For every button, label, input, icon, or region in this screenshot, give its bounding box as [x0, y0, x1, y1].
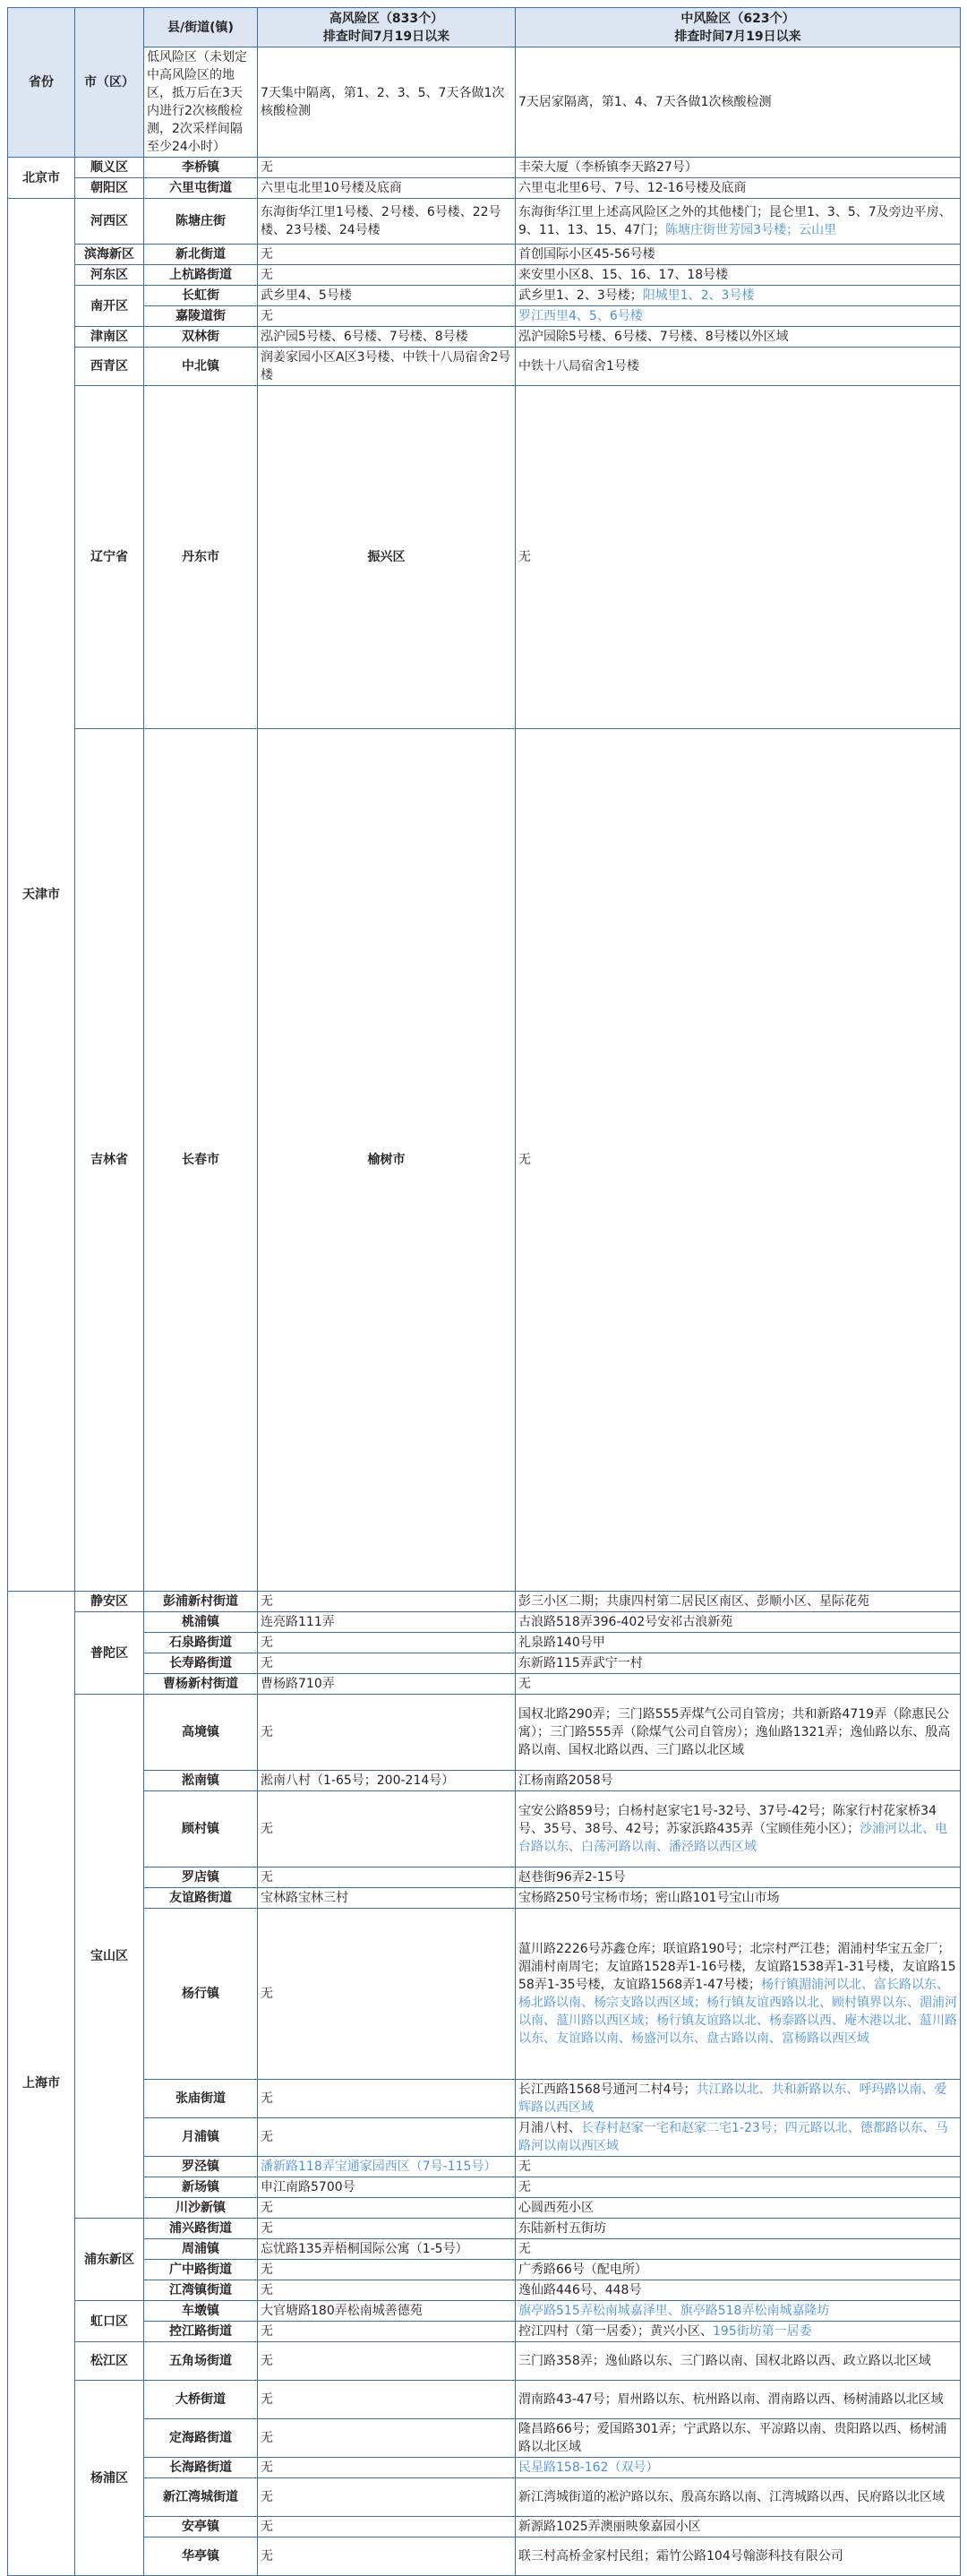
high-risk-cell: [258, 2157, 516, 2177]
county-cell: 双林街: [144, 327, 258, 348]
county-cell: 控江路街道: [144, 2322, 258, 2342]
high-risk-cell: [258, 2301, 516, 2322]
medium-risk-cell: [516, 1909, 961, 2080]
table-row: [8, 2381, 961, 2419]
high-risk-text: 淞南八村（1-65号；200-214号）: [261, 1773, 455, 1788]
medium-risk-cell: [516, 2280, 961, 2301]
medium-risk-highlight: 阳城里1、2、3号楼: [642, 288, 755, 303]
medium-risk-highlight: 共江路以北、共和新路以东、呼玛路以南、爱辉路以西区域: [518, 2082, 947, 2115]
high-risk-cell: [258, 2458, 516, 2478]
low-risk-description: 低风险区（未划定中高风险区的地区，抵万后在3天内进行2次核酸检测，2次采样间隔至少24小时）: [144, 47, 258, 158]
header-county: 县/街道(镇): [144, 8, 258, 47]
high-risk-text: 无: [261, 1822, 273, 1836]
medium-risk-text: 月浦八村、: [518, 2121, 581, 2135]
table-row: [8, 286, 961, 306]
medium-risk-cell: [516, 158, 961, 178]
county-cell: 嘉陵道街: [144, 306, 258, 327]
county-cell: 新北街道: [144, 245, 258, 265]
high-risk-text: 东海街华江里1号楼、2号楼、6号楼、22号楼、23号楼、24号楼: [261, 205, 501, 237]
medium-risk-text: 渭南路43-47号；眉州路以东、杭州路以南、渭南路以西、杨树浦路以北区域: [518, 2392, 944, 2407]
county-cell: 长虹街: [144, 286, 258, 306]
medium-risk-cell: [516, 2342, 961, 2381]
medium-risk-highlight: 民星路158-162（双号）: [518, 2460, 659, 2475]
table-row: [8, 199, 961, 245]
table-row: [8, 1592, 961, 1612]
table-row: [8, 327, 961, 348]
table-row: [8, 348, 961, 386]
high-risk-text: 无: [261, 2549, 273, 2563]
county-cell: 石泉路街道: [144, 1633, 258, 1653]
medium-risk-highlight: 旗亭路515弄松南城嘉泽里、旗亭路518弄松南城嘉隆坊: [518, 2304, 830, 2318]
table-row: [8, 2080, 961, 2118]
county-cell: 长海路街道: [144, 2458, 258, 2478]
county-cell: 张庙街道: [144, 2080, 258, 2118]
high-risk-cell: [258, 265, 516, 286]
county-cell: 车墩镇: [144, 2301, 258, 2322]
high-risk-text: 无: [261, 1636, 273, 1650]
table-row: [8, 178, 961, 199]
county-cell: 定海路街道: [144, 2419, 258, 2458]
medium-risk-cell: [516, 1592, 961, 1612]
medium-risk-text: 逸仙路446号、448号: [518, 2283, 642, 2297]
high-risk-cell: [516, 386, 961, 729]
county-cell: 友谊路街道: [144, 1888, 258, 1909]
medium-risk-text: 无: [518, 1677, 531, 1691]
medium-risk-cell: [516, 1695, 961, 1771]
county-cell: 淞南镇: [144, 1771, 258, 1791]
medium-risk-cell: [516, 2157, 961, 2177]
medium-risk-description: 7天居家隔离，第1、4、7天各做1次核酸检测: [516, 47, 961, 158]
medium-risk-text: 心圆西苑小区: [518, 2201, 594, 2215]
high-risk-text: 无: [261, 2091, 273, 2106]
table-row: [8, 1771, 961, 1791]
medium-risk-text: 三门路358弄；逸仙路以东、三门路以南、国权北路以西、政立路以北区域: [518, 2354, 931, 2368]
table-row: [8, 2118, 961, 2157]
medium-risk-cell: [516, 306, 961, 327]
medium-risk-cell: [516, 2080, 961, 2118]
table-row: [8, 1674, 961, 1695]
city-cell: 宝山区: [75, 1695, 144, 2219]
county-cell: 五角场街道: [144, 2342, 258, 2381]
high-risk-cell: [258, 2517, 516, 2537]
medium-risk-cell: [516, 327, 961, 348]
high-risk-cell: [258, 2080, 516, 2118]
medium-risk-cell: [516, 2239, 961, 2260]
county-cell: 川沙新镇: [144, 2198, 258, 2219]
high-risk-text: 无: [261, 2221, 273, 2236]
province-cell: 天津市: [8, 199, 75, 1592]
county-cell: 李桥镇: [144, 158, 258, 178]
medium-risk-cell: [516, 265, 961, 286]
medium-risk-text: 礼泉路140号甲: [518, 1636, 605, 1650]
table-row: [8, 1868, 961, 1888]
high-risk-cell: [516, 729, 961, 1592]
table-row: [8, 2260, 961, 2280]
city-cell: 滨海新区: [75, 245, 144, 265]
table-row: [8, 1612, 961, 1633]
medium-risk-text: 控江四村（第一居委）；黄兴小区、: [518, 2324, 713, 2339]
medium-risk-cell: [516, 1868, 961, 1888]
table-row: [8, 158, 961, 178]
medium-risk-cell: [516, 1771, 961, 1791]
city-cell: 南开区: [75, 286, 144, 327]
table-row: [8, 2198, 961, 2219]
medium-risk-cell: [516, 2260, 961, 2280]
table-row: [8, 386, 961, 729]
high-risk-text: 润姜家园小区A区3号楼、中铁十八局宿舍2号楼: [261, 350, 511, 382]
high-risk-cell: [258, 1695, 516, 1771]
medium-risk-text: 中铁十八局宿舍1号楼: [518, 359, 639, 374]
medium-risk-cell: [516, 2537, 961, 2576]
table-row: [8, 2458, 961, 2478]
table-row: [8, 2301, 961, 2322]
medium-risk-cell: [516, 1791, 961, 1868]
high-risk-cell: [258, 2198, 516, 2219]
risk-area-table: [7, 7, 961, 2576]
high-risk-cell: [258, 1592, 516, 1612]
high-risk-cell: [258, 327, 516, 348]
medium-risk-text: 东新路115弄武宁一村: [518, 1656, 643, 1670]
county-cell: 长寿路街道: [144, 1653, 258, 1674]
county-cell: 陈塘庄街: [144, 199, 258, 245]
table-row: [8, 2419, 961, 2458]
province-cell: 北京市: [8, 158, 75, 199]
medium-risk-text: 长江西路1568号通河二村4号；: [518, 2082, 697, 2097]
county-cell: 新江湾城街道: [144, 2478, 258, 2517]
high-risk-cell: [258, 1674, 516, 1695]
high-risk-text: 无: [261, 1725, 273, 1739]
high-risk-cell: [258, 1868, 516, 1888]
medium-risk-text: 东陆新村五街坊: [518, 2221, 606, 2236]
high-risk-text: 无: [261, 1594, 273, 1609]
province-cell: 辽宁省: [75, 386, 144, 729]
medium-risk-text: 宝杨路250号宝杨市场；密山路101号宝山市场: [518, 1891, 780, 1905]
high-risk-text: 无: [261, 160, 273, 175]
high-risk-cell: [258, 245, 516, 265]
medium-risk-text: 广秀路66号（配电所）: [518, 2263, 647, 2277]
medium-risk-text: 江杨南路2058号: [518, 1773, 613, 1788]
medium-risk-text: 古浪路518弄396-402号安祁古浪新苑: [518, 1615, 733, 1629]
medium-risk-text: 六里屯北里6号、7号、12-16号楼及底商: [518, 181, 747, 195]
medium-risk-cell: [516, 348, 961, 386]
county-cell: 曹杨新村街道: [144, 1674, 258, 1695]
medium-risk-cell: [516, 199, 961, 245]
medium-risk-text: 无: [518, 2242, 531, 2256]
high-risk-text: 无: [261, 1987, 273, 2001]
county-cell: 中北镇: [144, 348, 258, 386]
table-row: [8, 306, 961, 327]
medium-risk-cell: [516, 2118, 961, 2157]
city-cell: 普陀区: [75, 1612, 144, 1695]
medium-risk-text: 东海街华江里上述高风险区之外的其他楼门；昆仑里1、3、5、7及旁边平房、9、11、13、15、47门；: [518, 205, 952, 237]
high-risk-text: 无: [518, 550, 531, 564]
medium-risk-cell: [516, 1674, 961, 1695]
city-cell: 虹口区: [75, 2301, 144, 2342]
high-risk-text: 无: [261, 2431, 273, 2445]
city-cell: 丹东市: [144, 386, 258, 729]
city-cell: 西青区: [75, 348, 144, 386]
medium-risk-cell: [516, 1633, 961, 1653]
high-risk-text: 曹杨路710弄: [261, 1677, 335, 1691]
medium-risk-cell: [516, 2177, 961, 2198]
high-risk-cell: [258, 348, 516, 386]
medium-risk-highlight: 陈塘庄街世芳园3号楼；云山里: [665, 223, 837, 237]
high-risk-text: 无: [261, 2201, 273, 2215]
high-risk-text: 无: [261, 2283, 273, 2297]
high-risk-cell: [258, 2118, 516, 2157]
county-cell: 杨行镇: [144, 1909, 258, 2080]
table-row: [8, 1888, 961, 1909]
high-risk-text: 无: [261, 247, 273, 262]
table-body: [8, 8, 961, 2576]
medium-risk-text: 泓沪园除5号楼、6号楼、7号楼、8号楼以外区域: [518, 330, 789, 344]
header-province: 省份: [8, 8, 75, 158]
high-risk-cell: [258, 286, 516, 306]
medium-risk-cell: [516, 286, 961, 306]
table-row: [8, 729, 961, 1592]
high-risk-cell: [258, 2342, 516, 2381]
medium-risk-cell: [516, 2198, 961, 2219]
table-row: [8, 1695, 961, 1771]
high-risk-cell: [258, 199, 516, 245]
table-row: [8, 2478, 961, 2517]
medium-risk-cell: [516, 245, 961, 265]
table-row: [8, 2239, 961, 2260]
high-risk-highlight: 潘新路118弄宝通家园西区（7号-115号）: [261, 2160, 497, 2174]
medium-risk-text: 丰荣大厦（李桥镇李天路27号）: [518, 160, 697, 175]
medium-risk-cell: [516, 2381, 961, 2419]
county-cell: 安亭镇: [144, 2517, 258, 2537]
medium-risk-text: 赵巷街96弄2-15号: [518, 1870, 626, 1885]
medium-risk-highlight: 罗江西里4、5、6号楼: [518, 309, 643, 323]
high-risk-text: 无: [261, 268, 273, 282]
high-risk-cell: [258, 2219, 516, 2239]
medium-risk-cell: [516, 2419, 961, 2458]
high-risk-cell: [258, 2419, 516, 2458]
medium-risk-highlight: 195街坊第一居委: [713, 2324, 812, 2339]
high-risk-text: 无: [261, 2324, 273, 2339]
high-risk-text: 无: [261, 2263, 273, 2277]
high-risk-cell: [258, 1653, 516, 1674]
table-row: [8, 2342, 961, 2381]
medium-risk-cell: [516, 2301, 961, 2322]
high-risk-text: 无: [261, 2490, 273, 2504]
high-risk-cell: [258, 306, 516, 327]
high-risk-text: 无: [261, 309, 273, 323]
high-risk-cell: [258, 2280, 516, 2301]
high-risk-cell: [258, 1791, 516, 1868]
high-risk-cell: [258, 2239, 516, 2260]
high-risk-text: 无: [518, 1153, 531, 1167]
city-cell: 河西区: [75, 199, 144, 245]
high-risk-text: 无: [261, 1656, 273, 1670]
table-row: [8, 2517, 961, 2537]
medium-risk-text: 无: [518, 2180, 531, 2194]
table-row: [8, 2280, 961, 2301]
medium-risk-text: 彭三小区二期；共康四村第二居民区南区、彭顺小区、星际花苑: [518, 1594, 869, 1609]
high-risk-cell: [258, 1771, 516, 1791]
table-row: [8, 245, 961, 265]
city-cell: 津南区: [75, 327, 144, 348]
table-row: [8, 1633, 961, 1653]
county-cell: 桃浦镇: [144, 1612, 258, 1633]
medium-risk-text: 隆昌路66号；爱国路301弄；宁武路以东、平凉路以南、贵阳路以西、杨树浦路以北区域: [518, 2422, 947, 2454]
medium-risk-text: 来安里小区8、15、16、17、18号楼: [518, 268, 729, 282]
medium-risk-cell: [516, 178, 961, 199]
medium-risk-cell: [516, 2219, 961, 2239]
medium-risk-text: 宝安公路859号；白杨村赵家宅1号-32号、37号-42号；陈家行村花家桥34号、35号、38号、42号；苏家浜路435弄（宝顾佳苑小区）；: [518, 1804, 937, 1836]
table-row: [8, 1653, 961, 1674]
county-cell: 浦兴路街道: [144, 2219, 258, 2239]
high-risk-cell: [258, 2381, 516, 2419]
city-cell: 浦东新区: [75, 2219, 144, 2301]
medium-risk-text: 联三村高桥金家村民组；霜竹公路104号翰澎科技有限公司: [518, 2549, 843, 2563]
table-row: [8, 2322, 961, 2342]
county-cell: 华亭镇: [144, 2537, 258, 2576]
high-risk-cell: [258, 178, 516, 199]
medium-risk-cell: [516, 2478, 961, 2517]
high-risk-cell: [258, 158, 516, 178]
county-cell: 月浦镇: [144, 2118, 258, 2157]
county-cell: 广中路街道: [144, 2260, 258, 2280]
medium-risk-text: 武乡里1、2、3号楼；: [518, 288, 643, 303]
county-cell: 高境镇: [144, 1695, 258, 1771]
high-risk-cell: [258, 2537, 516, 2576]
city-cell: 杨浦区: [75, 2381, 144, 2576]
county-cell: 罗泾镇: [144, 2157, 258, 2177]
high-risk-text: 武乡里4、5号楼: [261, 288, 352, 303]
table-row: [8, 2177, 961, 2198]
county-cell: 新场镇: [144, 2177, 258, 2198]
high-risk-cell: [258, 1909, 516, 2080]
county-cell: 江湾镇街道: [144, 2280, 258, 2301]
high-risk-cell: [258, 1612, 516, 1633]
high-risk-text: 无: [261, 2392, 273, 2407]
header-medium-risk: 中风险区（623个） 排查时间7月19日以来: [516, 8, 961, 47]
high-risk-text: 六里屯北里10号楼及底商: [261, 181, 402, 195]
header-high-risk: 高风险区（833个） 排查时间7月19日以来: [258, 8, 516, 47]
county-cell: 周浦镇: [144, 2239, 258, 2260]
table-row: [8, 265, 961, 286]
high-risk-cell: [258, 1888, 516, 1909]
province-cell: 上海市: [8, 1592, 75, 2576]
city-cell: 河东区: [75, 265, 144, 286]
high-risk-cell: [258, 1633, 516, 1653]
high-risk-cell: [258, 2177, 516, 2198]
city-cell: 朝阳区: [75, 178, 144, 199]
high-risk-text: 泓沪园5号楼、6号楼、7号楼、8号楼: [261, 330, 468, 344]
medium-risk-cell: [516, 1653, 961, 1674]
medium-risk-text: 首创国际小区45-56号楼: [518, 247, 655, 262]
city-cell: 松江区: [75, 2342, 144, 2381]
high-risk-cell: [258, 2478, 516, 2517]
high-risk-text: 连亮路111弄: [261, 1615, 335, 1629]
high-risk-text: 无: [261, 2520, 273, 2534]
medium-risk-text: 新江湾城街道的凇沪路以东、殷高东路以南、江湾城路以西、民府路以北区域: [518, 2490, 945, 2504]
high-risk-text: 无: [261, 2354, 273, 2368]
medium-risk-cell: [516, 2517, 961, 2537]
medium-risk-text: 蕰川路2226号苏鑫仓库；联谊路190号；北宗村严江巷；湄浦村华宝五金厂；湄浦村南周宅；友谊路1528弄1-16号楼，友谊路1538弄1-31号楼，友谊路1558弄1-35号楼，友谊路1568弄1-47号楼；: [518, 1942, 956, 1992]
medium-risk-text: 国权北路290弄；三门路555弄煤气公司自管房；共和新路4719弄（除惠民公寓）；三门路555弄（除煤气公司自管房）；逸仙路1321弄；逸仙路以东、殷高路以南、国权北路以西、三门路以北区域: [518, 1707, 951, 1757]
high-risk-description: 7天集中隔离，第1、2、3、5、7天各做1次核酸检测: [258, 47, 516, 158]
high-risk-text: 无: [261, 2460, 273, 2475]
medium-risk-highlight: 沙浦河以北、电台路以东、白荡河路以南、潘泾路以西区域: [518, 1822, 948, 1854]
high-risk-text: 大官塘路180弄松南城善德苑: [261, 2304, 423, 2318]
city-cell: 长春市: [144, 729, 258, 1592]
medium-risk-highlight: 杨行镇湄浦河以北、富长路以东、杨北路以南、杨宗支路以西区域；杨行镇友谊西路以北、顾村镇界以东、湄浦河以南、蕰川路以西区域；杨行镇友谊路以北、杨泰路以西、庵木港以北、蕰川路以东、友谊路以南、杨盛河以东、盘古路以南、富杨路以西区域: [518, 1978, 957, 2046]
medium-risk-cell: [516, 2458, 961, 2478]
county-cell: 六里屯街道: [144, 178, 258, 199]
medium-risk-cell: [516, 1888, 961, 1909]
county-cell: 振兴区: [258, 386, 516, 729]
city-cell: 静安区: [75, 1592, 144, 1612]
high-risk-text: 无: [261, 1870, 273, 1885]
medium-risk-text: 无: [518, 2160, 531, 2174]
high-risk-text: 申江南路5700号: [261, 2180, 355, 2194]
table-row: [8, 1791, 961, 1868]
high-risk-text: 宝林路宝林三村: [261, 1891, 348, 1905]
county-cell: 榆树市: [258, 729, 516, 1592]
high-risk-text: 忘忧路135弄梧桐国际公寓（1-5号）: [261, 2242, 468, 2256]
county-cell: 大桥街道: [144, 2381, 258, 2419]
header-city: 市（区）: [75, 8, 144, 158]
table-row: [8, 2219, 961, 2239]
county-cell: 罗店镇: [144, 1868, 258, 1888]
county-cell: 彭浦新村街道: [144, 1592, 258, 1612]
table-row: [8, 2157, 961, 2177]
high-risk-cell: [258, 2260, 516, 2280]
table-row: [8, 2537, 961, 2576]
medium-risk-cell: [516, 1612, 961, 1633]
province-cell: 吉林省: [75, 729, 144, 1592]
table-row: [8, 1909, 961, 2080]
medium-risk-text: 新源路1025弄澳丽映象嘉园小区: [518, 2520, 701, 2534]
county-cell: 上杭路街道: [144, 265, 258, 286]
county-cell: 顾村镇: [144, 1791, 258, 1868]
high-risk-text: 无: [261, 2130, 273, 2144]
high-risk-cell: [258, 2322, 516, 2342]
city-cell: 顺义区: [75, 158, 144, 178]
medium-risk-cell: [516, 2322, 961, 2342]
medium-risk-highlight: 长春村赵家一宅和赵家二宅1-23号；四元路以北、德都路以东、马路河以南以西区域: [518, 2121, 948, 2153]
